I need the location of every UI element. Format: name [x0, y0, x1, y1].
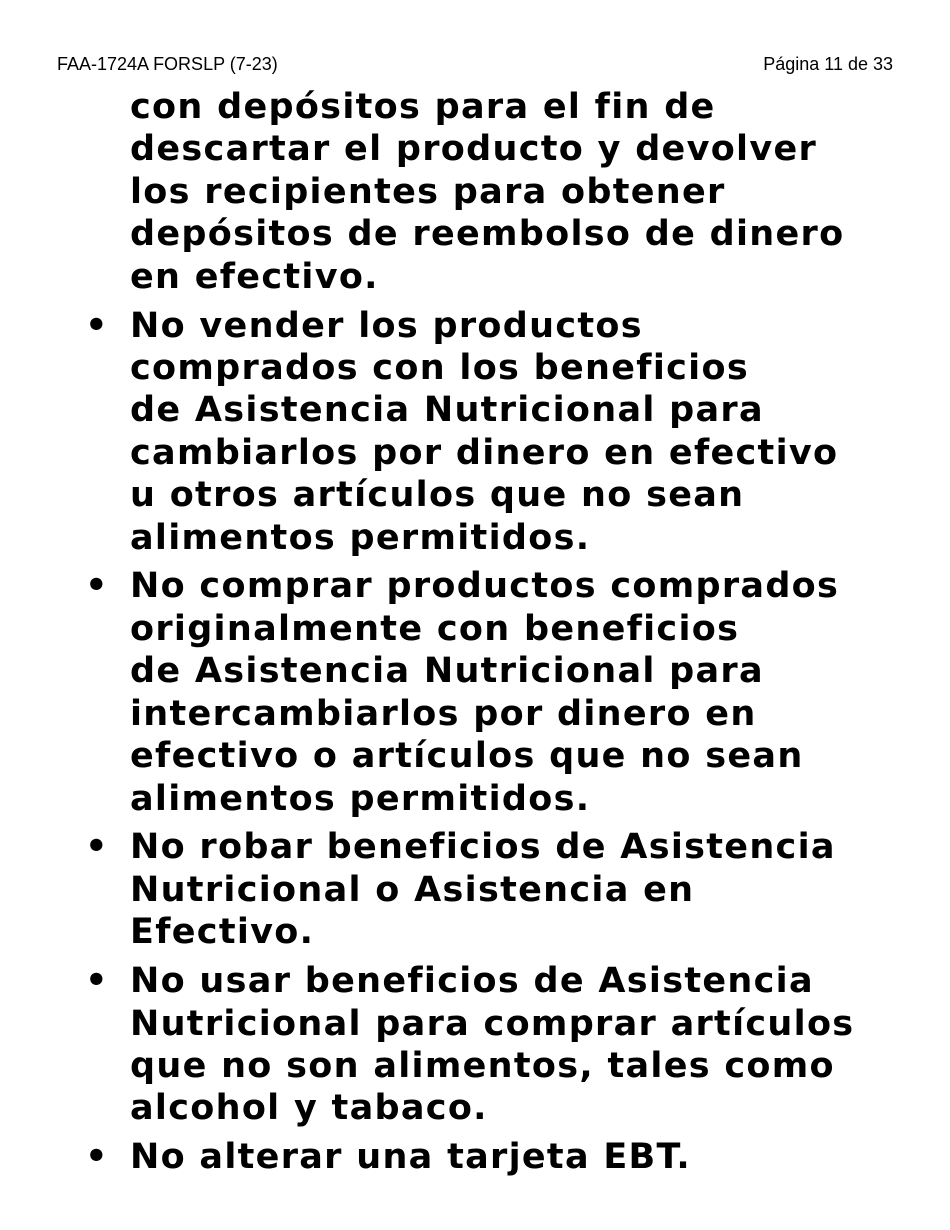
- text-line: depósitos de reembolso de dinero: [130, 214, 845, 255]
- text-line: de Asistencia Nutricional para: [130, 390, 764, 431]
- text-line: con depósitos para el fin de: [130, 87, 716, 127]
- text-line: No vender los productos: [130, 305, 643, 346]
- document-body: [0, 86, 950, 1185]
- text-line: que no son alimentos, tales como: [130, 1045, 835, 1086]
- text-line: Efectivo.: [130, 912, 315, 953]
- text-line: intercambiarlos por dinero en: [130, 693, 757, 734]
- page-number: Página 11 de 33: [763, 54, 893, 74]
- bullet-item-no-comprar: [0, 565, 950, 819]
- text-line: alimentos permitidos.: [130, 517, 591, 558]
- text-line: comprados con los beneficios: [130, 347, 749, 388]
- text-line: descartar el producto y devolver: [130, 129, 818, 170]
- bullet-icon: •: [85, 961, 109, 1002]
- text-line: alcohol y tabaco.: [130, 1088, 488, 1129]
- text-line: Nutricional o Asistencia en: [130, 869, 695, 910]
- page-header: [57, 52, 893, 76]
- bullet-icon: •: [85, 305, 109, 346]
- bullet-item-no-robar: [0, 826, 950, 953]
- text-line: efectivo o artículos que no sean: [130, 736, 804, 777]
- text-line: los recipientes para obtener: [130, 171, 726, 212]
- text-line: No usar beneficios de Asistencia: [130, 961, 814, 1002]
- text-line: No alterar una tarjeta EBT.: [130, 1137, 691, 1178]
- bullet-icon: •: [85, 827, 109, 868]
- bullet-icon: •: [85, 1137, 109, 1178]
- bullet-item-no-usar: [0, 960, 950, 1130]
- text-line: en efectivo.: [130, 256, 379, 297]
- text-line: u otros artículos que no sean: [130, 475, 745, 516]
- text-line: No robar beneficios de Asistencia: [130, 827, 836, 868]
- bullet-item-no-vender: [0, 305, 950, 559]
- text-line: Nutricional para comprar artículos: [130, 1003, 855, 1044]
- text-line: alimentos permitidos.: [130, 778, 591, 819]
- text-line: No comprar productos comprados: [130, 566, 840, 607]
- bullet-item-no-alterar: [0, 1136, 950, 1178]
- text-line: originalmente con beneficios: [130, 608, 740, 649]
- form-id: FAA-1724A FORSLP (7-23): [57, 54, 278, 74]
- text-line: cambiarlos por dinero en efectivo: [130, 432, 839, 473]
- text-line: de Asistencia Nutricional para: [130, 651, 764, 692]
- bullet-icon: •: [85, 566, 109, 607]
- continued-paragraph: [0, 86, 950, 298]
